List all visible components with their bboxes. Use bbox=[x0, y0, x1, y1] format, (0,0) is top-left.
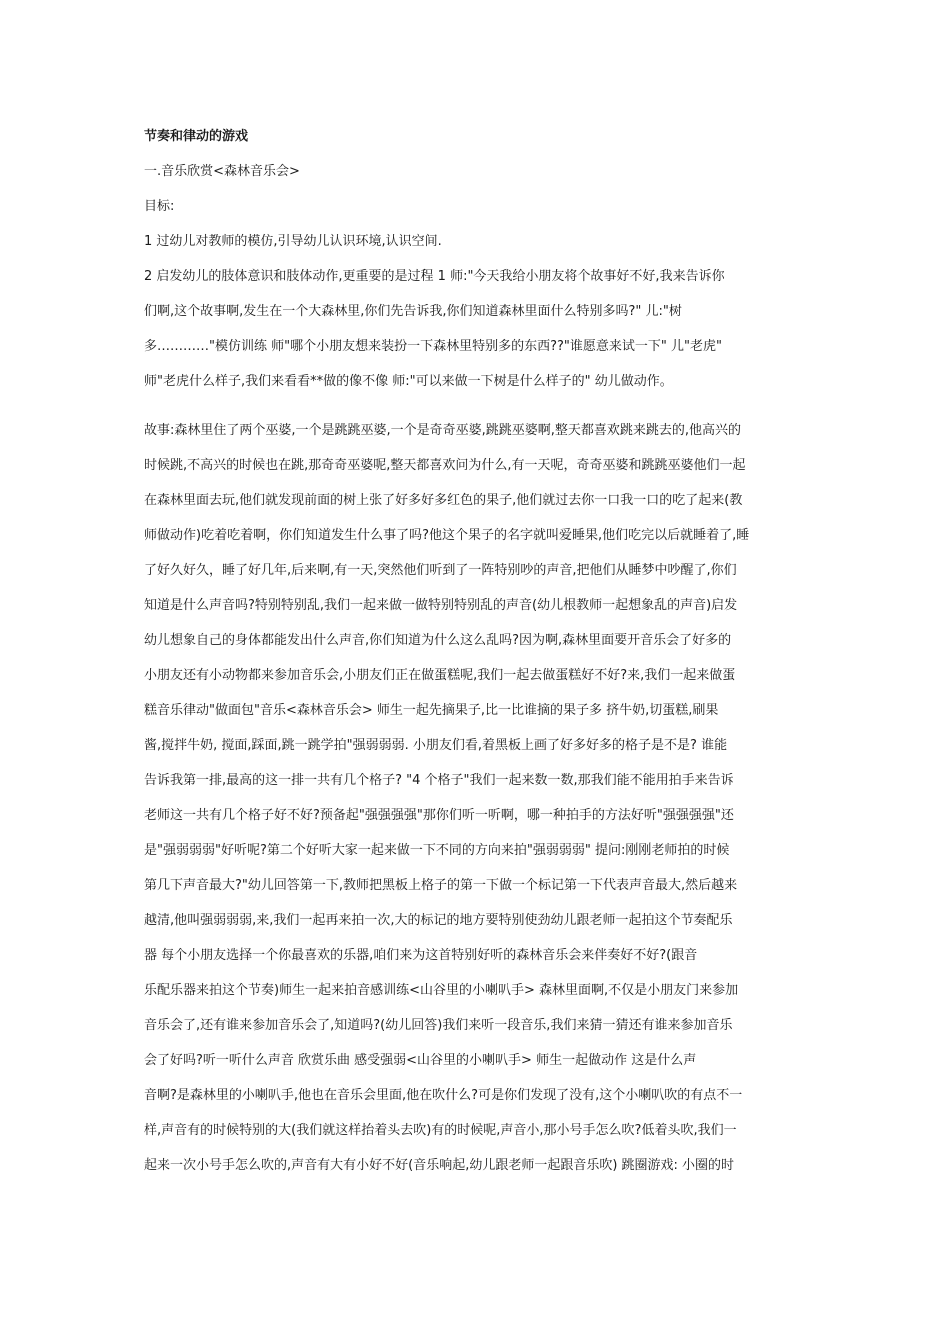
goal-label: 目标: bbox=[144, 199, 175, 214]
story-line: 会了好吗?听一听什么声音 欣赏乐曲 感受强弱<山谷里的小喇叭手> 师生一起做动作 这是什么声 bbox=[144, 1053, 697, 1068]
document-title: 节奏和律动的游戏 bbox=[144, 129, 249, 144]
story-line: 时候跳,不高兴的时候也在跳,那奇奇巫婆呢,整天都喜欢问为什么,有一天呢，奇奇巫婆和跳跳巫婆他们一起 bbox=[144, 458, 746, 473]
goal-item-1: 1 过幼儿对教师的模仿,引导幼儿认识环境,认识空间. bbox=[144, 234, 442, 249]
story-line: 越清,他叫强弱弱弱,来,我们一起再来拍一次,大的标记的地方要特别使劲幼儿跟老师一起拍这个节奏配乐 bbox=[144, 913, 733, 928]
story-line: 乐配乐器来拍这个节奏)师生一起来拍音感训练<山谷里的小喇叭手> 森林里面啊,不仅是小朋友门来参加 bbox=[144, 983, 739, 998]
story-line: 音乐会了,还有谁来参加音乐会了,知道吗?(幼儿回答)我们来听一段音乐,我们来猜一猜还有谁来参加音乐 bbox=[144, 1018, 733, 1033]
story-line: 是"强弱弱弱"好听呢?第二个好听大家一起来做一下不同的方向来拍"强弱弱弱" 提问:刚刚老师拍的时候 bbox=[144, 843, 730, 858]
story-line: 小朋友还有小动物都来参加音乐会,小朋友们正在做蛋糕呢,我们一起去做蛋糕好不好?来,我们一起来做蛋 bbox=[144, 668, 736, 683]
story-line: 故事:森林里住了两个巫婆,一个是跳跳巫婆,一个是奇奇巫婆,跳跳巫婆啊,整天都喜欢跳来跳去的,他高兴的 bbox=[144, 423, 742, 438]
story-line: 幼儿想象自己的身体都能发出什么声音,你们知道为什么这么乱吗?因为啊,森林里面要开音乐会了好多的 bbox=[144, 633, 732, 648]
story-line: 了好久好久，睡了好几年,后来啊,有一天,突然他们听到了一阵特别吵的声音,把他们从睡梦中吵醒了,你们 bbox=[144, 563, 737, 578]
story-line: 起来一次小号手怎么吹的,声音有大有小好不好(音乐响起,幼儿跟老师一起跟音乐吹) 跳圈游戏: 小圈的时 bbox=[144, 1158, 735, 1173]
document-page bbox=[144, 125, 812, 1189]
story-line: 告诉我第一排,最高的这一排一共有几个格子? "4 个格子"我们一起来数一数,那我们能不能用拍手来告诉 bbox=[144, 773, 734, 788]
story-line: 音啊?是森林里的小喇叭手,他也在音乐会里面,他在吹什么?可是你们发现了没有,这个小喇叭吹的有点不一 bbox=[144, 1088, 743, 1103]
story-line: 老师这一共有几个格子好不好?预备起"强强强强"那你们听一听啊，哪一种拍手的方法好听"强强强强"还 bbox=[144, 808, 734, 823]
intro-line: 2 启发幼儿的肢体意识和肢体动作,更重要的是过程 1 师:"今天我给小朋友将个故事好不好,我来告诉你 bbox=[144, 269, 725, 284]
story-line: 酱,搅拌牛奶, 搅面,踩面,跳一跳学拍"强弱弱弱. 小朋友们看,着黑板上画了好多好多的格子是不是? 谁能 bbox=[144, 738, 728, 753]
intro-line: 们啊,这个故事啊,发生在一个大森林里,你们先告诉我,你们知道森林里面什么特别多吗?" 儿:"树 bbox=[144, 304, 682, 319]
intro-line: 师"老虎什么样子,我们来看看**做的像不像 师:"可以来做一下树是什么样子的" 幼儿做动作。 bbox=[144, 374, 673, 389]
section-heading: 一.音乐欣赏<森林音乐会> bbox=[144, 164, 300, 179]
story-line: 糕音乐律动"做面包"音乐<森林音乐会> 师生一起先摘果子,比一比谁摘的果子多 挤牛奶,切蛋糕,刷果 bbox=[144, 703, 719, 718]
story-line: 师做动作)吃着吃着啊，你们知道发生什么事了吗?他这个果子的名字就叫爱睡果,他们吃完以后就睡着了,睡 bbox=[144, 528, 750, 543]
story-line: 在森林里面去玩,他们就发现前面的树上张了好多好多红色的果子,他们就过去你一口我一口的吃了起来(教 bbox=[144, 493, 743, 508]
story-line: 第几下声音最大?"幼儿回答第一下,教师把黑板上格子的第一下做一个标记第一下代表声音最大,然后越来 bbox=[144, 878, 738, 893]
story-line: 样,声音有的时候特别的大(我们就这样抬着头去吹)有的时候呢,声音小,那小号手怎么吹?低着头吹,我们一 bbox=[144, 1123, 737, 1138]
story-paragraph bbox=[144, 419, 812, 1177]
intro-line: 多…………"模仿训练 师"哪个小朋友想来装扮一下森林里特别多的东西??"谁愿意来试一下" 儿"老虎" bbox=[144, 339, 722, 354]
story-line: 器 每个小朋友选择一个你最喜欢的乐器,咱们来为这首特别好听的森林音乐会来伴奏好不好?(跟音 bbox=[144, 948, 698, 963]
story-line: 知道是什么声音吗?特别特别乱,我们一起来做一做特别特别乱的声音(幼儿根教师一起想象乱的声音)启发 bbox=[144, 598, 738, 613]
